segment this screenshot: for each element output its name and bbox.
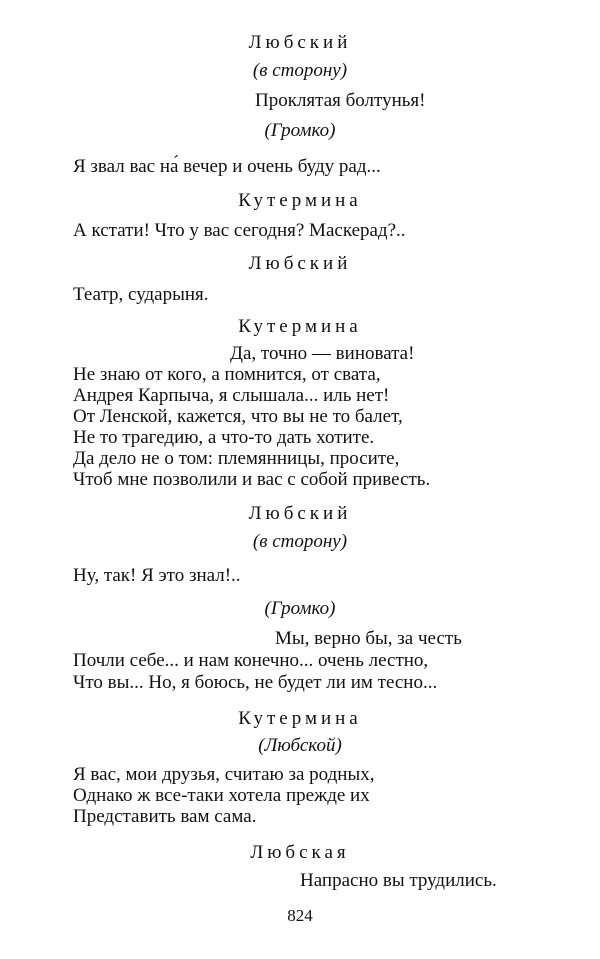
verse-line: Однако ж все-таки хотела прежде их [73, 785, 370, 806]
page-number: 824 [287, 906, 313, 925]
speaker-name: Любская [250, 842, 350, 863]
stage-direction: (Громко) [264, 598, 336, 619]
verse-line: Да дело не о том: племянницы, просите, [73, 448, 400, 469]
verse-line: Не то трагедию, а что-то дать хотите. [73, 427, 375, 448]
verse-line: Что вы... Но, я боюсь, не будет ли им тесно... [73, 672, 438, 693]
verse-line: Андрея Карпыча, я слышала... иль нет! [73, 385, 390, 406]
verse-line: Да, точно — виновата! [230, 343, 415, 364]
stage-direction: (в сторону) [252, 531, 348, 552]
verse-line: Напрасно вы трудились. [300, 870, 497, 891]
stage-direction: (в сторону) [252, 60, 348, 81]
speaker-name: Любский [248, 253, 352, 274]
verse-line: Почли себе... и нам конечно... очень лестно, [73, 650, 429, 671]
verse-line: Я звал вас на́ вечер и очень буду рад... [73, 156, 381, 177]
verse-line: Чтоб мне позволили и вас с собой привесть. [73, 469, 431, 490]
speaker-name: Кутермина [238, 316, 362, 337]
verse-line: Театр, сударыня. [73, 284, 209, 305]
stage-direction: (Любской) [258, 735, 342, 756]
verse-line: Проклятая болтунья! [255, 90, 426, 111]
speaker-name: Кутермина [238, 190, 362, 211]
verse-line: От Ленской, кажется, что вы не то балет, [73, 406, 403, 427]
speaker-name: Любский [248, 503, 352, 524]
verse-line: А кстати! Что у вас сегодня? Маскерад?.. [73, 220, 406, 241]
verse-line: Мы, верно бы, за честь [275, 628, 462, 649]
verse-line: Представить вам сама. [73, 806, 257, 827]
verse-line: Я вас, мои друзья, считаю за родных, [73, 764, 375, 785]
speaker-name: Любский [248, 32, 352, 53]
verse-line: Не знаю от кого, а помнится, от свата, [73, 364, 381, 385]
stage-direction: (Громко) [264, 120, 336, 141]
verse-line: Ну, так! Я это знал!.. [73, 565, 241, 586]
speaker-name: Кутермина [238, 708, 362, 729]
